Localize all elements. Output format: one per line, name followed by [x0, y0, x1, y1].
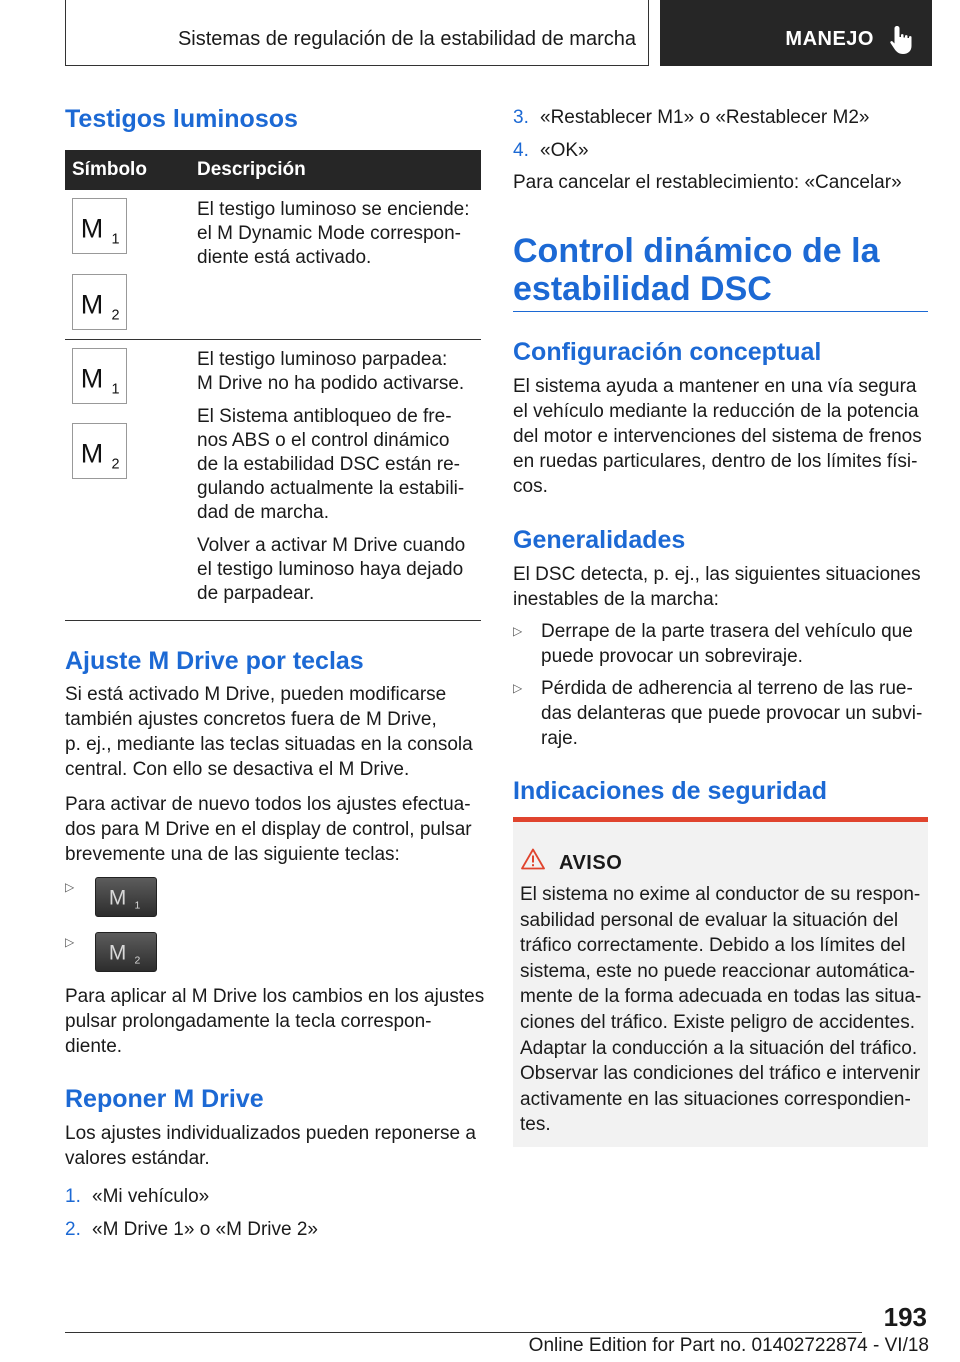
step-number: 4.: [513, 140, 529, 161]
text-line: brevemente una de las siguiente teclas:: [65, 844, 400, 865]
text-line: p. ej., mediante las teclas situadas en la consola: [65, 734, 473, 755]
m2-indicator-icon: [72, 274, 127, 330]
row2-line: El testigo luminoso parpadea:: [197, 349, 448, 370]
text-line: activamente en las situaciones correspondien-: [520, 1088, 911, 1110]
dsc-title: [513, 232, 928, 308]
text-line: diente.: [65, 1036, 123, 1057]
text-line: pulsar prolongadamente la tecla correspon-: [65, 1011, 432, 1032]
text-line: tráfico correctamente. Debido a los límites del: [520, 935, 906, 957]
header-section-title: Sistemas de regulación de la estabilidad de marcha: [177, 28, 636, 50]
bullet-triangle-icon: ▷: [65, 935, 75, 949]
text-line: central. Con ello se desactiva el M Drive.: [65, 759, 410, 780]
text-line: Derrape de la parte trasera del vehículo que: [541, 621, 913, 642]
config-paragraph: [513, 374, 933, 499]
text-line: del motor e intervenciones del sistema de frenos: [513, 426, 922, 447]
svg-text:1: 1: [111, 231, 120, 248]
ajuste-title: Ajuste M Drive por teclas: [65, 647, 364, 675]
svg-text:M: M: [108, 886, 127, 910]
text-line: tes.: [520, 1114, 551, 1136]
text-line: Observar las condiciones del tráfico e intervenir: [520, 1063, 921, 1085]
text-line: puede provocar un sobreviraje.: [541, 646, 803, 667]
text-line: sabilidad personal de evaluar la situación del: [520, 909, 899, 931]
reponer-title: Reponer M Drive: [65, 1085, 264, 1113]
text-line: El DSC detecta, p. ej., las siguientes situaciones: [513, 564, 921, 585]
step-text: «M Drive 1» o «M Drive 2»: [92, 1219, 318, 1240]
bullet-triangle-icon: ▷: [513, 681, 523, 695]
col-symbol-header: Símbolo: [72, 159, 147, 180]
ajuste-paragraph-2: [65, 792, 485, 867]
ajuste-paragraph-3: [65, 984, 485, 1059]
warning-text: [520, 882, 924, 1138]
col-description-header: Descripción: [197, 159, 306, 180]
svg-text:2: 2: [111, 456, 120, 473]
table-header: [65, 150, 481, 190]
text-line: Para aplicar al M Drive los cambios en los ajustes: [65, 986, 485, 1007]
reponer-paragraph: [65, 1121, 485, 1171]
hand-pointer-icon: [888, 24, 918, 56]
row2-line: El Sistema antibloqueo de fre-: [197, 406, 452, 427]
text-line: El sistema ayuda a mantener en una vía segura: [513, 376, 917, 397]
row1-description: [197, 198, 481, 270]
text-line: sistema, este no puede reaccionar automática-: [520, 960, 915, 982]
warning-triangle-icon: [521, 848, 545, 870]
testigos-title: Testigos luminosos: [65, 105, 298, 133]
text-line: cos.: [513, 476, 548, 497]
config-title: Configuración conceptual: [513, 338, 822, 366]
m1-letter: M: [80, 213, 104, 244]
text-line: Adaptar la conducción a la situación del tráfico.: [520, 1037, 918, 1059]
page-number: 193: [883, 1302, 927, 1332]
step-text: «Restablecer M1» o «Restablecer M2»: [540, 107, 870, 128]
text-line: el vehículo mediante la reducción de la potencia: [513, 401, 919, 422]
text-line: raje.: [541, 728, 578, 749]
row1-line: diente está activado.: [197, 247, 372, 268]
svg-text:M: M: [108, 941, 127, 965]
table-row: [65, 340, 481, 621]
general-title: Generalidades: [513, 526, 686, 554]
svg-text:M: M: [80, 438, 104, 469]
row2-line: gulando actualmente la estabili-: [197, 478, 465, 499]
bullet-triangle-icon: ▷: [65, 880, 75, 894]
svg-text:1: 1: [111, 381, 120, 398]
text-line: inestables de la marcha:: [513, 589, 719, 610]
row2-line: de parpadear.: [197, 583, 315, 604]
step-text: «OK»: [540, 140, 589, 161]
footer-rule: [65, 1332, 862, 1333]
text-line: ciones del tráfico. Existe peligro de accidentes.: [520, 1011, 915, 1033]
bullet-item: [541, 676, 931, 751]
step-number: 2.: [65, 1219, 81, 1240]
svg-text:M: M: [80, 289, 104, 320]
row2-line: de la estabilidad DSC están re-: [197, 454, 460, 475]
row2-line: nos ABS o el control dinámico: [197, 430, 450, 451]
bullet-item: [541, 619, 931, 669]
header-chapter-label: MANEJO: [785, 28, 874, 50]
step-number: 3.: [513, 107, 529, 128]
text-line: Los ajustes individualizados pueden reponerse a: [65, 1123, 476, 1144]
m1-key-button[interactable]: [95, 877, 157, 917]
symbols-table: [65, 150, 481, 621]
text-line: en ruedas particulares, dentro de los límites físi-: [513, 451, 918, 472]
step-number: 1.: [65, 1186, 81, 1207]
text-line: mente de la forma adecuada en todas las situa-: [520, 986, 922, 1008]
svg-text:2: 2: [134, 955, 141, 967]
step-text: «Mi vehículo»: [92, 1186, 210, 1207]
text-line: Para activar de nuevo todos los ajustes efectua-: [65, 794, 471, 815]
m1-indicator-icon: [72, 348, 127, 404]
ajuste-paragraph-1: [65, 682, 485, 782]
table-row: [65, 190, 481, 340]
warning-title: AVISO: [559, 852, 623, 874]
header-section-box: [65, 0, 649, 66]
seguridad-title: Indicaciones de seguridad: [513, 777, 827, 805]
row1-line: el M Dynamic Mode correspon-: [197, 223, 461, 244]
warning-box: [513, 817, 928, 1147]
title-rule: [513, 311, 928, 312]
footer-edition: Online Edition for Part no. 01402722874 - VI/18: [528, 1335, 929, 1356]
row2-line: Volver a activar M Drive cuando: [197, 535, 466, 556]
text-line: Pérdida de adherencia al terreno de las rue-: [541, 678, 913, 699]
row1-line: El testigo luminoso se enciende:: [197, 199, 470, 220]
text-line: también ajustes concretos fuera de M Drive,: [65, 709, 437, 730]
row2-line: dad de marcha.: [197, 502, 330, 523]
general-paragraph: [513, 562, 933, 612]
text-line: das delanteras que puede provocar un subvi-: [541, 703, 923, 724]
dsc-title-line: Control dinámico de la: [513, 232, 880, 270]
m2-indicator-icon: [72, 423, 127, 479]
row2-description: [197, 348, 481, 606]
text-line: El sistema no exime al conductor de su respon-: [520, 884, 921, 905]
row2-line: M Drive no ha podido activarse.: [197, 373, 465, 394]
bullet-triangle-icon: ▷: [513, 624, 523, 638]
text-line: valores estándar.: [65, 1148, 210, 1169]
svg-text:2: 2: [111, 307, 120, 324]
text-line: dos para M Drive en el display de control, pulsar: [65, 819, 472, 840]
cancel-text: Para cancelar el restablecimiento: «Cancelar»: [513, 172, 902, 193]
text-line: Si está activado M Drive, pueden modificarse: [65, 684, 447, 705]
m1-indicator-icon: [72, 198, 127, 254]
svg-text:1: 1: [134, 900, 141, 912]
dsc-title-line: estabilidad DSC: [513, 270, 772, 308]
header-chapter-tab[interactable]: [660, 0, 932, 66]
row2-line: el testigo luminoso haya dejado: [197, 559, 464, 580]
m2-key-button[interactable]: [95, 932, 157, 972]
svg-text:M: M: [80, 363, 104, 394]
